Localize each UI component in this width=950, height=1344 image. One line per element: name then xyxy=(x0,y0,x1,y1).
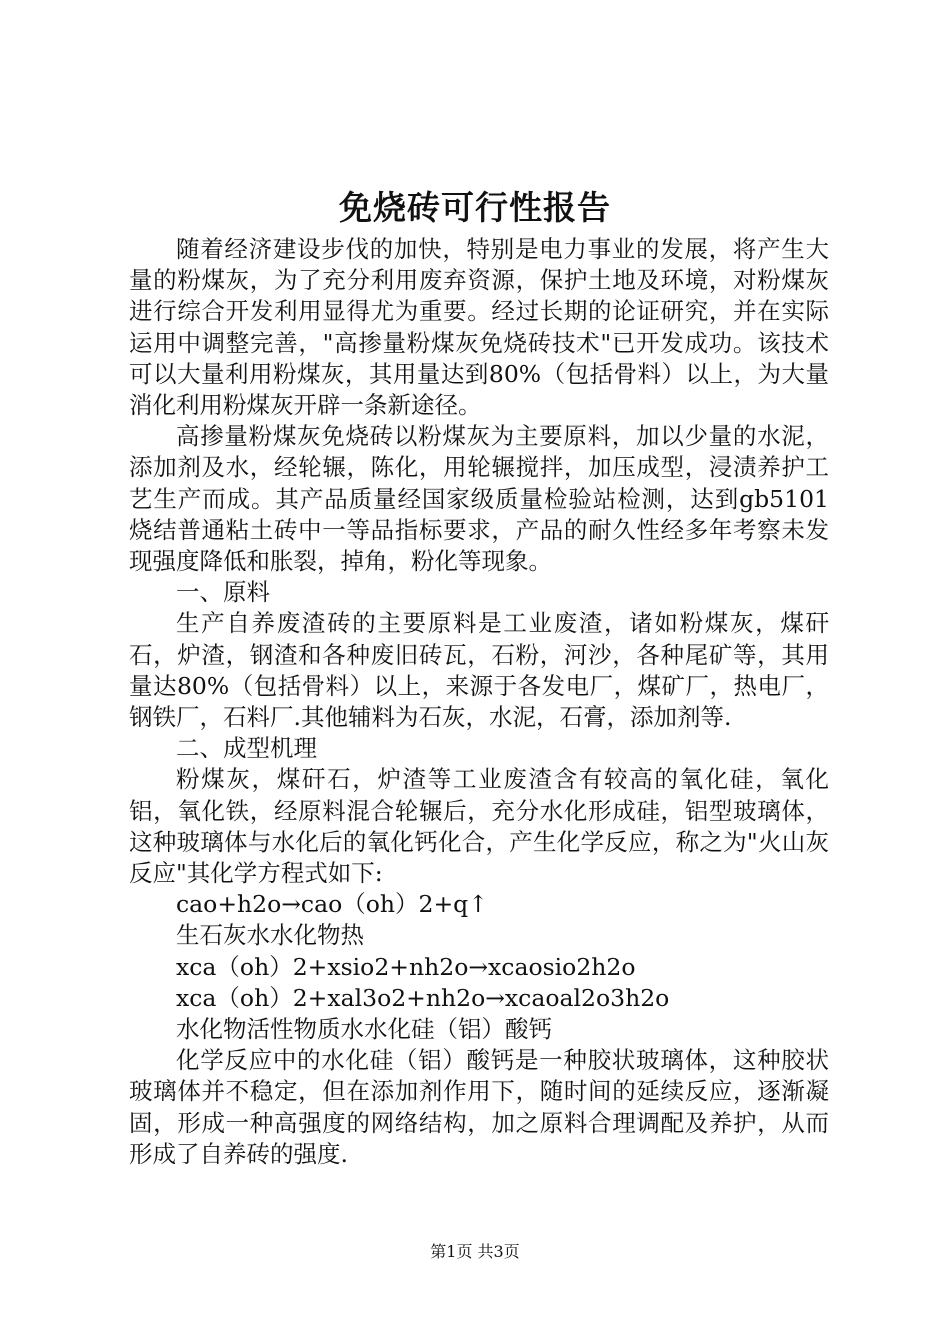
paragraph-intro: 随着经济建设步伐的加快，特别是电力事业的发展，将产生大量的粉煤灰，为了充分利用废弃资源，保护土地及环境，对粉煤灰进行综合开发利用显得尤为重要。经过长期的论证研究，并在实际运用中调整完善，"高掺量粉煤灰免烧砖技术"已开发成功。该技术可以大量利用粉煤灰，其用量达到80%（包括骨料）以上，为大量消化利用粉煤灰开辟一条新途径。 xyxy=(129,235,829,420)
equation-line-3: xca（oh）2+xal3o2+nh2o→xcaoal2o3h2o xyxy=(176,983,670,1012)
document-body xyxy=(129,234,829,1170)
equation-label-2: 水化物活性物质水水化硅（铝）酸钙 xyxy=(176,1015,552,1044)
section-heading-raw-materials: 一、原料 xyxy=(176,578,270,607)
document-title: 免烧砖可行性报告 xyxy=(339,188,611,227)
paragraph-forming-mechanism: 粉煤灰，煤矸石，炉渣等工业废渣含有较高的氧化硅，氧化铝，氧化铁，经原料混合轮辗后，充分水化形成硅，铝型玻璃体，这种玻璃体与水化后的氧化钙化合，产生化学反应，称之为"火山灰反应"其化学方程式如下: xyxy=(129,765,829,888)
equation-label-1: 生石灰水水化物热 xyxy=(176,921,364,950)
paragraph-raw-materials: 生产自养废渣砖的主要原料是工业废渣，诸如粉煤灰，煤矸石，炉渣，钢渣和各种废旧砖瓦，石粉，河沙，各种尾矿等，其用量达80%（包括骨料）以上，来源于各发电厂，煤矿厂，热电厂，钢铁厂，石料厂.其他辅料为石灰，水泥，石膏，添加剂等. xyxy=(129,609,829,732)
section-heading-forming-mechanism: 二、成型机理 xyxy=(176,734,317,763)
equation-line-2: xca（oh）2+xsio2+nh2o→xcaosio2h2o xyxy=(176,952,636,981)
page-footer: 第1页 共3页 xyxy=(430,1242,520,1261)
paragraph-reaction-result: 化学反应中的水化硅（铝）酸钙是一种胶状玻璃体，这种胶状玻璃体并不稳定，但在添加剂作用下，随时间的延续反应，逐渐凝固，形成一种高强度的网络结构，加之原料合理调配及养护，从而形成了自养砖的强度. xyxy=(129,1046,829,1168)
equation-line-1: cao+h2o→cao（oh）2+q↑ xyxy=(176,890,488,919)
paragraph-product: 高掺量粉煤灰免烧砖以粉煤灰为主要原料，加以少量的水泥，添加剂及水，经轮辗，陈化，用轮辗搅拌，加压成型，浸渍养护工艺生产而成。其产品质量经国家级质量检验站检测，达到gb5101烧结普通粘土砖中一等品指标要求，产品的耐久性经多年考察未发现强度降低和胀裂，掉角，粉化等现象。 xyxy=(129,422,829,576)
